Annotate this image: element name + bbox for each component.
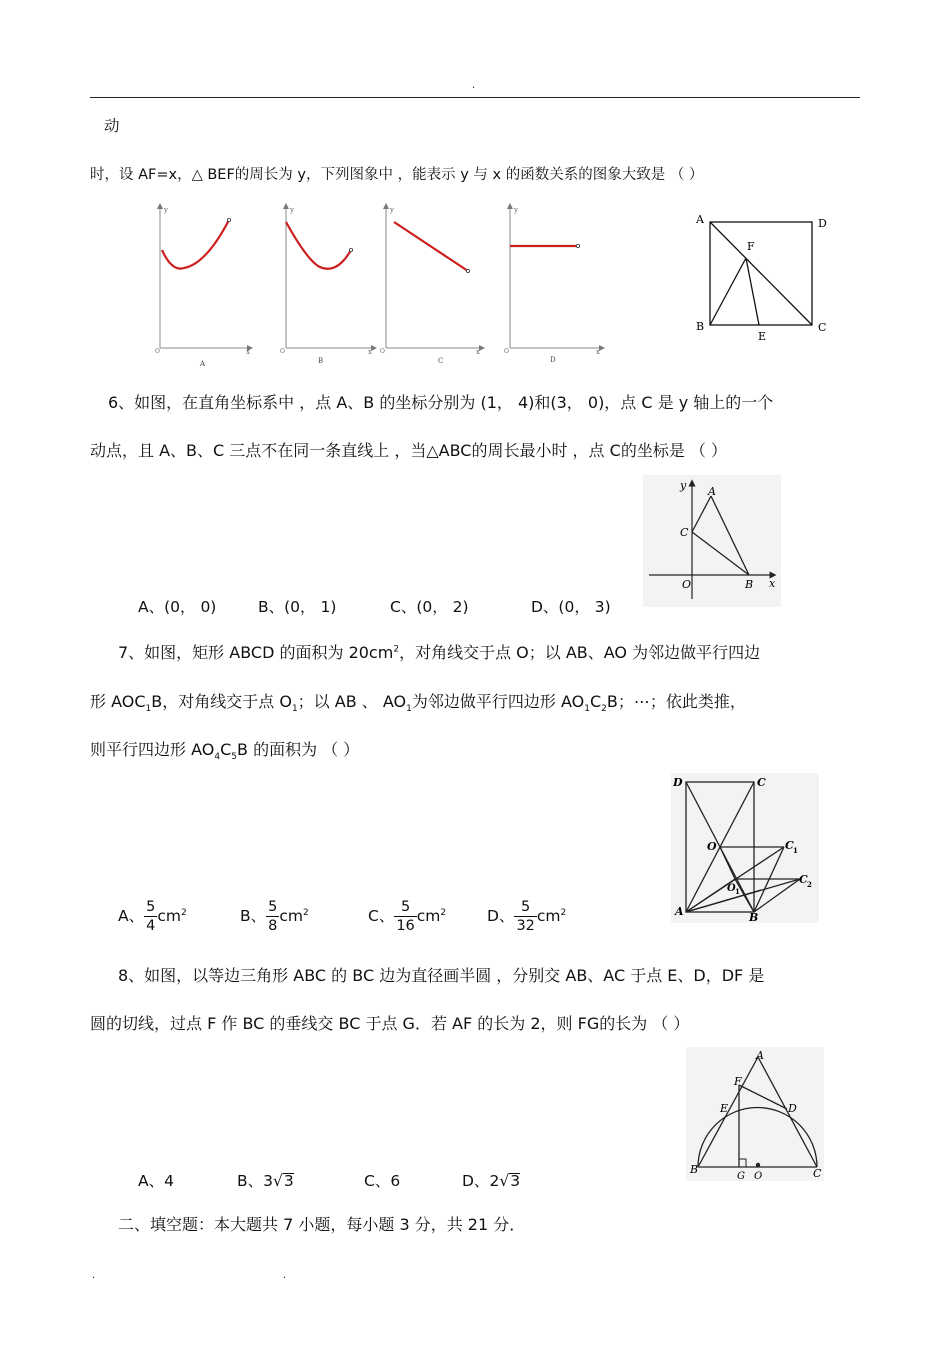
header-rule xyxy=(90,97,860,98)
fig8-label-c: C xyxy=(813,1167,822,1180)
q7-line1: 7、如图，矩形 ABCD 的面积为 $20cm^2$，对角线交于点 O；以 AB、AO 为邻边做平行四边 xyxy=(118,643,761,662)
fig8-label-e: E xyxy=(720,1102,729,1115)
q6-line2: 动点，且 A、B、C 三点不在同一条直线上 ，当△ABC的周长最小时 ，点 C的坐标是 （ ） xyxy=(90,441,727,460)
fig6-label-o: O xyxy=(682,578,692,591)
fig6-label-b: B xyxy=(745,578,754,591)
fig7-label-c1-sub: 1 xyxy=(793,846,798,855)
fig7-label-c2: C xyxy=(799,873,808,886)
fig7-label-c2-sub: 2 xyxy=(807,880,812,889)
fig7-label-o: O xyxy=(707,840,717,853)
q5-square-figure xyxy=(690,208,835,348)
q5-line1: 动 xyxy=(104,117,120,135)
fig7-label-c1: C xyxy=(785,839,794,852)
footer-dot-left: . xyxy=(92,1270,96,1281)
q7-line2: 形 $AOC_1B$，对角线交于点 $O_1$；以 AB 、 $AO_1$为邻边做平行四边形 $AO_1C_2B$；⋯；依此类推， xyxy=(90,692,746,715)
q6-figure xyxy=(643,475,781,607)
fig5-label-f: F xyxy=(747,240,755,253)
fig7-label-o1: O xyxy=(727,883,736,894)
fig5-label-a: A xyxy=(696,213,704,226)
graph-c-label: C xyxy=(438,357,444,365)
header-dot: . xyxy=(472,80,476,91)
fig8-label-a: A xyxy=(756,1049,764,1062)
q8-option-c[interactable]: C、6 xyxy=(364,1172,401,1190)
q5-line2: 时，设 AF=x，△ BEF的周长为 y，下列图象中 ，能表示 y 与 x 的函数关系的图象大致是 （ ） xyxy=(90,167,704,183)
graph-d xyxy=(504,206,602,364)
q7-option-d[interactable]: D、 $\frac{5}{32}$ $cm^2$ xyxy=(487,899,567,934)
q6-option-c[interactable]: C、(0， 2) xyxy=(390,598,469,616)
fig5-label-d: D xyxy=(818,217,827,230)
q6-line1: 6、如图，在直角坐标系中 ，点 A、B 的坐标分别为 (1， 4)和(3， 0)，点 C 是 y 轴上的一个 xyxy=(108,393,774,412)
graph-b-label: B xyxy=(318,357,324,365)
q7-option-b[interactable]: B、 $\frac{5}{8}$ $cm^2$ xyxy=(240,899,309,934)
q7-option-c[interactable]: C、 $\frac{5}{16}$ $cm^2$ xyxy=(368,899,447,934)
fig7-label-a: A xyxy=(675,905,684,918)
fig5-label-e: E xyxy=(758,330,767,343)
q8-option-b[interactable]: B、3√3 xyxy=(237,1172,294,1190)
fig8-label-b: B xyxy=(690,1163,699,1176)
fig7-label-d: D xyxy=(673,776,683,789)
graph-d-label: D xyxy=(550,356,556,364)
graph-a xyxy=(155,206,250,368)
graph-d-o: O xyxy=(504,348,509,355)
fig5-label-b: B xyxy=(696,320,705,333)
q8-option-a[interactable]: A、4 xyxy=(138,1172,174,1190)
graph-b-o: O xyxy=(280,348,285,355)
q6-option-b[interactable]: B、(0， 1) xyxy=(258,598,337,616)
graph-d-x: x xyxy=(596,348,600,356)
graph-d-y: y xyxy=(514,206,518,214)
graph-b-y: y xyxy=(290,206,294,214)
graph-a-label: A xyxy=(200,360,206,368)
graph-c-x: x xyxy=(476,348,480,356)
q8-line1: 8、如图，以等边三角形 ABC 的 BC 边为直径画半圆 ，分别交 AB、AC 于点 E、D，DF 是 xyxy=(118,966,765,985)
fig5-label-c: C xyxy=(818,321,827,334)
fig8-label-o: O xyxy=(754,1171,763,1181)
q5-graphs xyxy=(148,200,618,370)
fig7-label-c: C xyxy=(757,776,766,789)
fig6-label-x: x xyxy=(769,577,776,590)
graph-b-x: x xyxy=(368,348,372,356)
q7-figure xyxy=(671,773,819,923)
graph-b xyxy=(280,206,374,365)
q6-option-d[interactable]: D、(0， 3) xyxy=(531,598,611,616)
graph-c-o: O xyxy=(380,348,385,355)
fig7-label-b: B xyxy=(749,911,759,923)
graph-c xyxy=(380,206,482,365)
footer-dot-right: . xyxy=(283,1270,287,1281)
q7-line3: 则平行四边形 $AO_4C_5B$ 的面积为 （ ） xyxy=(90,740,360,763)
fig8-label-d: D xyxy=(788,1102,797,1115)
fig6-label-c: C xyxy=(680,526,689,539)
q8-figure xyxy=(686,1047,824,1181)
fig7-label-o1-sub: 1 xyxy=(735,887,740,896)
graph-a-x: x xyxy=(246,348,250,356)
q7-option-a[interactable]: A、 $\frac{5}{4}$ $cm^2$ xyxy=(118,899,187,934)
graph-a-y: y xyxy=(164,206,168,214)
sqrt-sign-icon: √ xyxy=(273,1172,283,1190)
graph-c-y: y xyxy=(390,206,394,214)
sqrt-sign-icon: √ xyxy=(499,1172,510,1190)
fig8-label-g: G xyxy=(737,1171,745,1181)
fig6-label-a: A xyxy=(708,485,716,498)
q8-option-d[interactable]: D、2√3 xyxy=(462,1172,521,1190)
q6-option-a[interactable]: A、(0， 0) xyxy=(138,598,217,616)
q8-line2: 圆的切线，过点 F 作 BC 的垂线交 BC 于点 G．若 AF 的长为 2，则 FG的长为 （ ） xyxy=(90,1014,690,1033)
fig8-label-f: F xyxy=(734,1075,742,1088)
graph-a-o: O xyxy=(155,348,160,355)
section2-heading: 二、填空题：本大题共 7 小题，每小题 3 分，共 21 分． xyxy=(118,1215,526,1234)
fig6-label-y: y xyxy=(680,479,687,492)
